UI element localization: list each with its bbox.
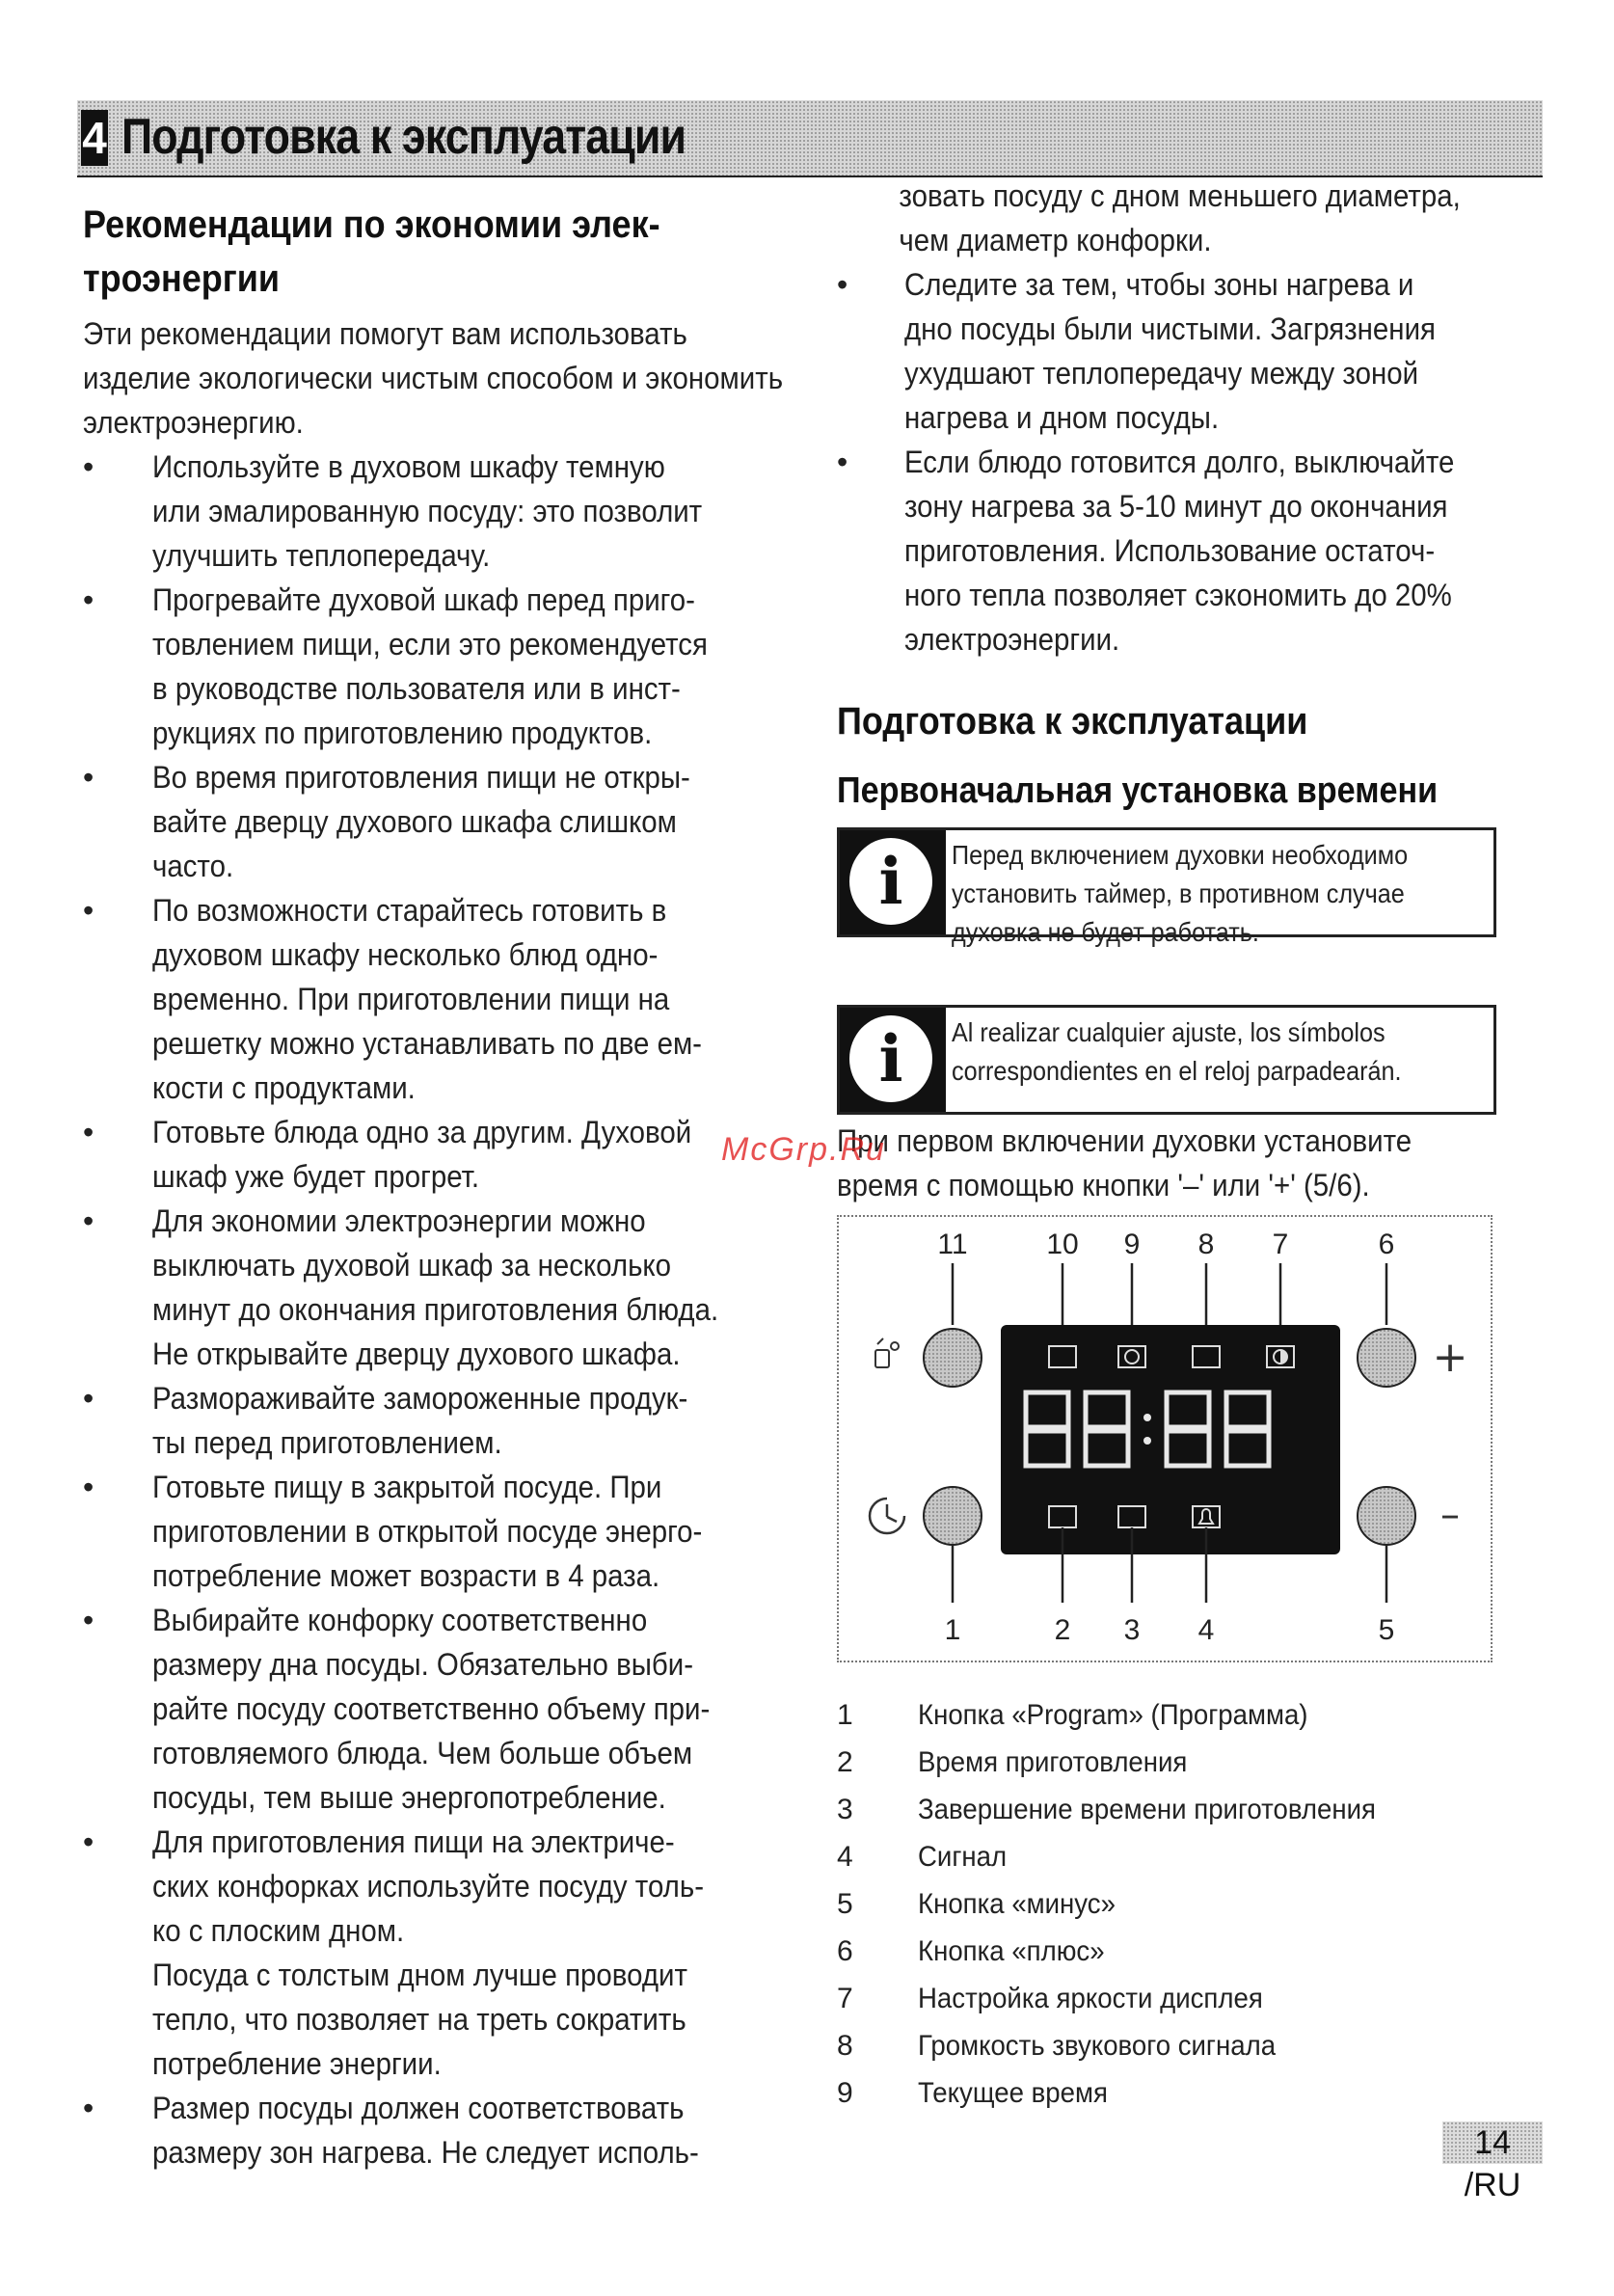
callout-label-3: 3: [1123, 1614, 1141, 1646]
chapter-header: [77, 100, 1543, 177]
legend-number: 8: [837, 2030, 853, 2062]
list-item: [83, 1199, 816, 1376]
info-icon-box: [840, 1008, 946, 1112]
callout-label-2: 2: [1054, 1614, 1071, 1646]
initial-time-setting-heading: Первоначальная установка времени: [837, 770, 1439, 811]
section-heading: Подготовка к эксплуатации: [837, 700, 1308, 743]
list-item-text: Если блюдо готовится долго, выключайте зону нагрева за 5-10 минут до окончания приготовления. Использование остаточ- ного тепла позволяет сэкономить до 20% электроэнергии.: [904, 445, 1455, 657]
list-item: [83, 1465, 816, 1598]
colon-dot: [1143, 1437, 1151, 1445]
energy-saving-intro: Эти рекомендации помогут вам использовать изделие экологически чистым способом и экономить электроэнергию.: [83, 316, 784, 440]
legend-item: [837, 1691, 1541, 1739]
colon-dot: [1143, 1414, 1151, 1421]
info-note: [837, 827, 1496, 947]
legend-item: [837, 1786, 1541, 1833]
plus-button[interactable]: [1358, 1329, 1415, 1387]
bullet-icon: •: [83, 1381, 94, 1416]
list-item-text: Для экономии электроэнергии можно выключать духовой шкаф за несколько минут до окончания приготовления блюда. Не открывайте дверцу духового шкафа.: [152, 1203, 719, 1371]
list-item-text: Прогревайте духовой шкаф перед приго- товлением пищи, если это рекомендуется в руководстве пользователя или в инст- рукциях по приготовлению продуктов.: [152, 582, 708, 750]
chapter-number: 4: [81, 110, 108, 166]
legend-label: Кнопка «Program» (Программа): [918, 1699, 1308, 1731]
list-item: [837, 440, 1541, 662]
setup-instruction: При первом включении духовки установите время с помощью кнопки '–' или '+' (5/6).: [837, 1123, 1412, 1202]
info-icon: i: [849, 1015, 932, 1102]
program-button[interactable]: [924, 1329, 982, 1387]
list-item-text: Для приготовления пищи на электриче- ских конфорках используйте посуду толь- ко с плоским дном. Посуда с толстым дном лучше проводит тепло, что позволяет на треть сократить потребление энергии.: [152, 1824, 704, 2081]
legend-label: Сигнал: [918, 1841, 1008, 1873]
legend-item: [837, 1880, 1541, 1928]
diagram-legend: [837, 1691, 1541, 2117]
list-item-text: Готовьте блюда одно за другим. Духовой шкаф уже будет прогрет.: [152, 1115, 692, 1194]
callout-lines-top: [953, 1263, 1386, 1335]
bullet-icon: •: [83, 1115, 94, 1149]
legend-item: [837, 1975, 1541, 2022]
legend-label: Настройка яркости дисплея: [918, 1983, 1263, 2014]
list-item-text: Следите за тем, чтобы зоны нагрева и дно посуды были чистыми. Загрязнения ухудшают теплопередачу между зоной нагрева и дном посуды.: [904, 267, 1436, 435]
list-item-text: Во время приготовления пищи не откры- вайте дверцу духового шкафа слишком часто.: [152, 760, 690, 883]
callout-label-5: 5: [1378, 1614, 1395, 1646]
control-panel-svg: [839, 1217, 1491, 1661]
legend-number: 7: [837, 1983, 853, 2014]
legend-item: [837, 1928, 1541, 1975]
bullet-icon: •: [83, 582, 94, 617]
timer-clock-icon: [870, 1499, 904, 1533]
legend-number: 9: [837, 2077, 853, 2109]
list-item-text: Выбирайте конфорку соответственно размеру дна посуды. Обязательно выби- райте посуду соответственно объему при- готовляемого блюда. Чем больше объем посуды, тем выше энергопотребление.: [152, 1603, 711, 1815]
chapter-title: Подготовка к эксплуатации: [121, 109, 686, 165]
list-item: [83, 2086, 816, 2174]
legend-number: 4: [837, 1841, 853, 1873]
legend-item: [837, 1739, 1541, 1786]
watermark: McGrp.Ru: [721, 1131, 886, 1168]
bullet-icon: •: [837, 267, 848, 302]
legend-label: Текущее время: [918, 2077, 1108, 2109]
list-item: [83, 445, 816, 578]
callout-label-4: 4: [1197, 1614, 1215, 1646]
list-item: [83, 755, 816, 888]
list-item: [83, 1820, 816, 2086]
callout-label-9: 9: [1123, 1229, 1141, 1260]
bullet-icon: •: [83, 1603, 94, 1637]
list-item: [83, 1598, 816, 1820]
list-item-text: Используйте в духовом шкафу темную или эмалированную посуду: это позволит улучшить теплопередачу.: [152, 449, 703, 573]
info-note: [837, 1005, 1496, 1115]
energy-saving-list: [83, 445, 816, 2174]
minus-sign: –: [1440, 1493, 1460, 1537]
legend-number: 3: [837, 1794, 853, 1825]
list-item-text: Размер посуды должен соответствовать размеру зон нагрева. Не следует исполь-: [152, 2091, 699, 2170]
callout-label-8: 8: [1197, 1229, 1215, 1260]
list-item: [83, 888, 816, 1110]
legend-number: 6: [837, 1935, 853, 1967]
info-note-text: Перед включением духовки необходимо установить таймер, в противном случае духовка не будет работать.: [952, 840, 1409, 947]
info-note-text: Al realizar cualquier ajuste, los símbolos correspondientes en el reloj parpadearán.: [952, 1017, 1402, 1086]
callout-label-11: 11: [937, 1229, 968, 1260]
callout-label-7: 7: [1272, 1229, 1289, 1260]
minus-button[interactable]: [1358, 1487, 1415, 1545]
legend-label: Кнопка «минус»: [918, 1888, 1116, 1920]
list-item: [837, 262, 1541, 440]
bullet-icon: •: [837, 445, 848, 479]
control-panel-diagram: [837, 1215, 1493, 1662]
bullet-icon: •: [83, 1824, 94, 1859]
page-number: 14 /RU: [1442, 2121, 1543, 2164]
clock-button[interactable]: [924, 1487, 982, 1545]
callout-label-10: 10: [1046, 1229, 1079, 1260]
plus-sign: +: [1432, 1333, 1468, 1382]
info-icon: i: [849, 838, 932, 925]
bullet-icon: •: [83, 449, 94, 484]
legend-label: Громкость звукового сигнала: [918, 2030, 1277, 2062]
program-icon: [875, 1338, 899, 1367]
legend-label: Время приготовления: [918, 1746, 1188, 1778]
legend-number: 2: [837, 1746, 853, 1778]
legend-number: 5: [837, 1888, 853, 1920]
legend-label: Кнопка «плюс»: [918, 1935, 1105, 1967]
legend-item: [837, 2069, 1541, 2117]
list-item: [83, 1376, 816, 1465]
legend-item: [837, 1833, 1541, 1880]
legend-label: Завершение времени приготовления: [918, 1794, 1376, 1825]
callout-label-1: 1: [944, 1614, 961, 1646]
list-item: [83, 578, 816, 755]
legend-number: 1: [837, 1699, 853, 1731]
bullet-icon: •: [83, 760, 94, 795]
legend-item: [837, 2022, 1541, 2069]
list-item-text: По возможности старайтесь готовить в духовом шкафу несколько блюд одно- временно. При приготовлении пищи на решетку можно устанавливать по две ем- кости с продуктами.: [152, 893, 702, 1105]
cleaning-tips-list: [837, 262, 1541, 662]
right-column: [837, 174, 1541, 2117]
list-item-text: Размораживайте замороженные продук- ты перед приготовлением.: [152, 1381, 688, 1460]
callout-label-6: 6: [1378, 1229, 1395, 1260]
display-panel: [1001, 1325, 1340, 1554]
list-item-text: Готовьте пищу в закрытой посуде. При приготовлении в открытой посуде энерго- потребление может возрасти в 4 раза.: [152, 1470, 703, 1593]
list-item: [83, 1110, 816, 1199]
bullet-icon: •: [83, 1203, 94, 1238]
info-icon-box: [840, 830, 946, 934]
energy-saving-heading: Рекомендации по экономии элек- троэнергии: [83, 203, 660, 300]
bullet-icon: •: [83, 1470, 94, 1504]
bullet-icon: •: [83, 893, 94, 928]
left-column: [83, 198, 816, 2174]
bullet-icon: •: [83, 2091, 94, 2125]
continued-text: зовать посуду с дном меньшего диаметра, чем диаметр конфорки.: [899, 178, 1461, 257]
